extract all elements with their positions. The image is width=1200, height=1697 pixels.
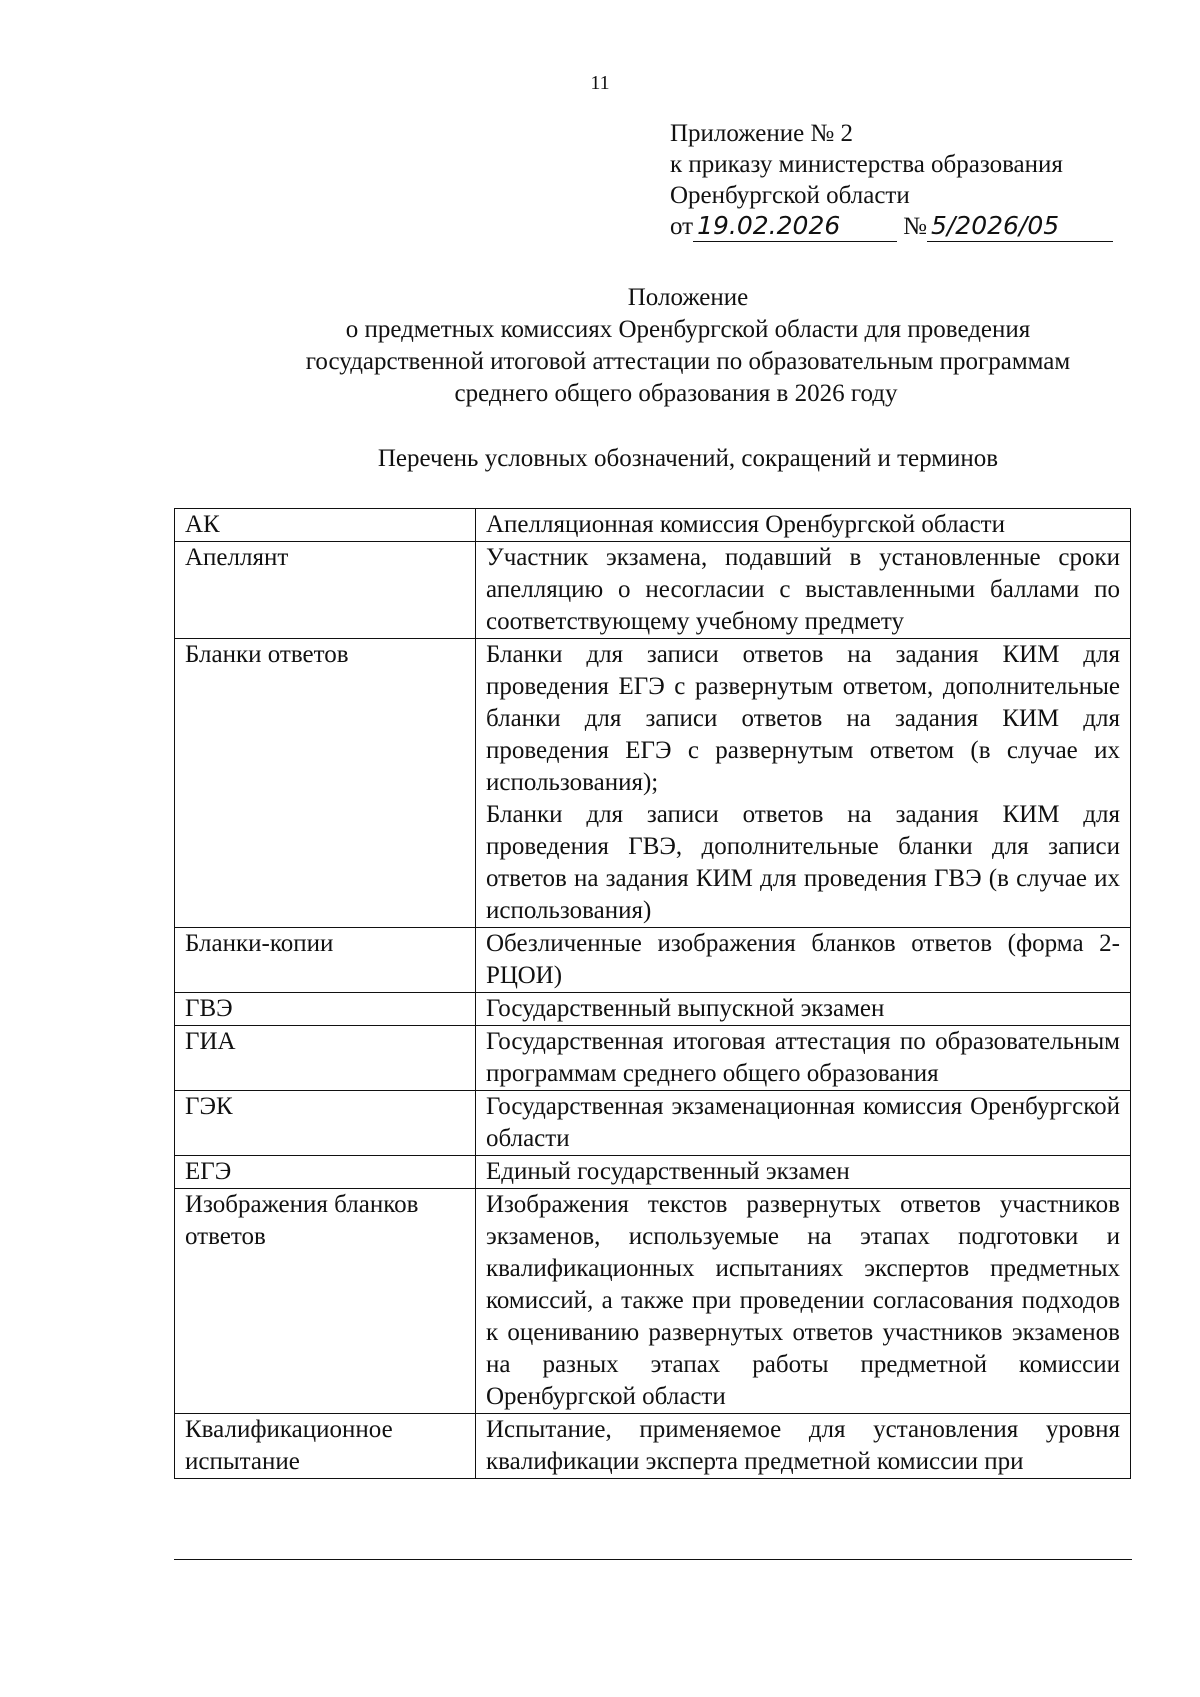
terms-list-heading: Перечень условных обозначений, сокращений и терминов — [377, 445, 999, 472]
term-cell: ГВЭ — [175, 993, 476, 1026]
number-label: № — [903, 213, 927, 240]
table-row — [175, 509, 1131, 542]
table-row — [175, 1091, 1131, 1156]
definition-paragraph: Бланки для записи ответов на задания КИМ для проведения ЕГЭ с развернутым ответом, дополнительные бланки для записи ответов на задания КИМ для проведения ЕГЭ с развернутым ответом (в случае их использования); — [486, 641, 1120, 796]
document-title — [0, 282, 1200, 410]
terms-table — [174, 508, 1131, 1479]
title-line-2: о предметных комиссиях Оренбургской области для проведения — [345, 316, 1031, 343]
definition-cell: Испытание, применяемое для установления уровня квалификации эксперта предметной комиссии при — [476, 1414, 1131, 1479]
table-row — [175, 639, 1131, 928]
term-cell: ГИА — [175, 1026, 476, 1091]
terms-table-viewport — [170, 508, 1135, 1561]
table-row — [175, 928, 1131, 993]
table-bottom-edge — [174, 1559, 1132, 1560]
table-row — [175, 1189, 1131, 1414]
annex-date-number-line — [670, 211, 1113, 242]
term-cell: АК — [175, 509, 476, 542]
definition-cell: Государственный выпускной экзамен — [476, 993, 1131, 1026]
term-cell: Квалификационное испытание — [175, 1414, 476, 1479]
term-cell: Бланки-копии — [175, 928, 476, 993]
term-cell: ЕГЭ — [175, 1156, 476, 1189]
annex-line-2: к приказу министерства образования — [670, 151, 1063, 178]
table-row — [175, 993, 1131, 1026]
definition-cell: Обезличенные изображения бланков ответов (форма 2-РЦОИ) — [476, 928, 1131, 993]
definition-cell: Государственная итоговая аттестация по образовательным программам среднего общего образования — [476, 1026, 1131, 1091]
definition-cell: Изображения текстов развернутых ответов участников экзаменов, используемые на этапах подготовки и квалификационных испытаниях экспертов предметных комиссий, а также при проведении согласования подходов к оцениванию развернутых ответов участников экзаменов на разных этапах работы предметной комиссии Оренбургской области — [476, 1189, 1131, 1414]
definition-cell — [476, 639, 1131, 928]
title-line-4: среднего общего образования в 2026 году — [454, 380, 898, 407]
table-row — [175, 542, 1131, 639]
page-number: 11 — [590, 72, 610, 94]
annex-line-3: Оренбургской области — [670, 182, 910, 209]
definition-cell: Государственная экзаменационная комиссия Оренбургской области — [476, 1091, 1131, 1156]
annex-line-1: Приложение № 2 — [670, 120, 854, 147]
table-row — [175, 1026, 1131, 1091]
term-cell: Апеллянт — [175, 542, 476, 639]
definition-cell: Апелляционная комиссия Оренбургской области — [476, 509, 1131, 542]
term-cell: ГЭК — [175, 1091, 476, 1156]
definition-cell: Участник экзамена, подавший в установленные сроки апелляцию о несогласии с выставленными баллами по соответствующему учебному предмету — [476, 542, 1131, 639]
definition-cell: Единый государственный экзамен — [476, 1156, 1131, 1189]
term-cell: Изображения бланков ответов — [175, 1189, 476, 1414]
table-row — [175, 1414, 1131, 1479]
handwritten-number: 5/2026/05 — [927, 211, 1113, 242]
table-row — [175, 1156, 1131, 1189]
title-line-1: Положение — [627, 284, 749, 311]
title-line-3: государственной итоговой аттестации по образовательным программам — [305, 348, 1071, 375]
term-cell: Бланки ответов — [175, 639, 476, 928]
handwritten-date: 19.02.2026 — [693, 211, 897, 242]
annex-header — [670, 118, 1113, 242]
from-label: от — [670, 213, 694, 240]
definition-paragraph: Бланки для записи ответов на задания КИМ для проведения ГВЭ, дополнительные бланки для записи ответов на задания КИМ для проведения ГВЭ (в случае их использования) — [486, 801, 1120, 924]
